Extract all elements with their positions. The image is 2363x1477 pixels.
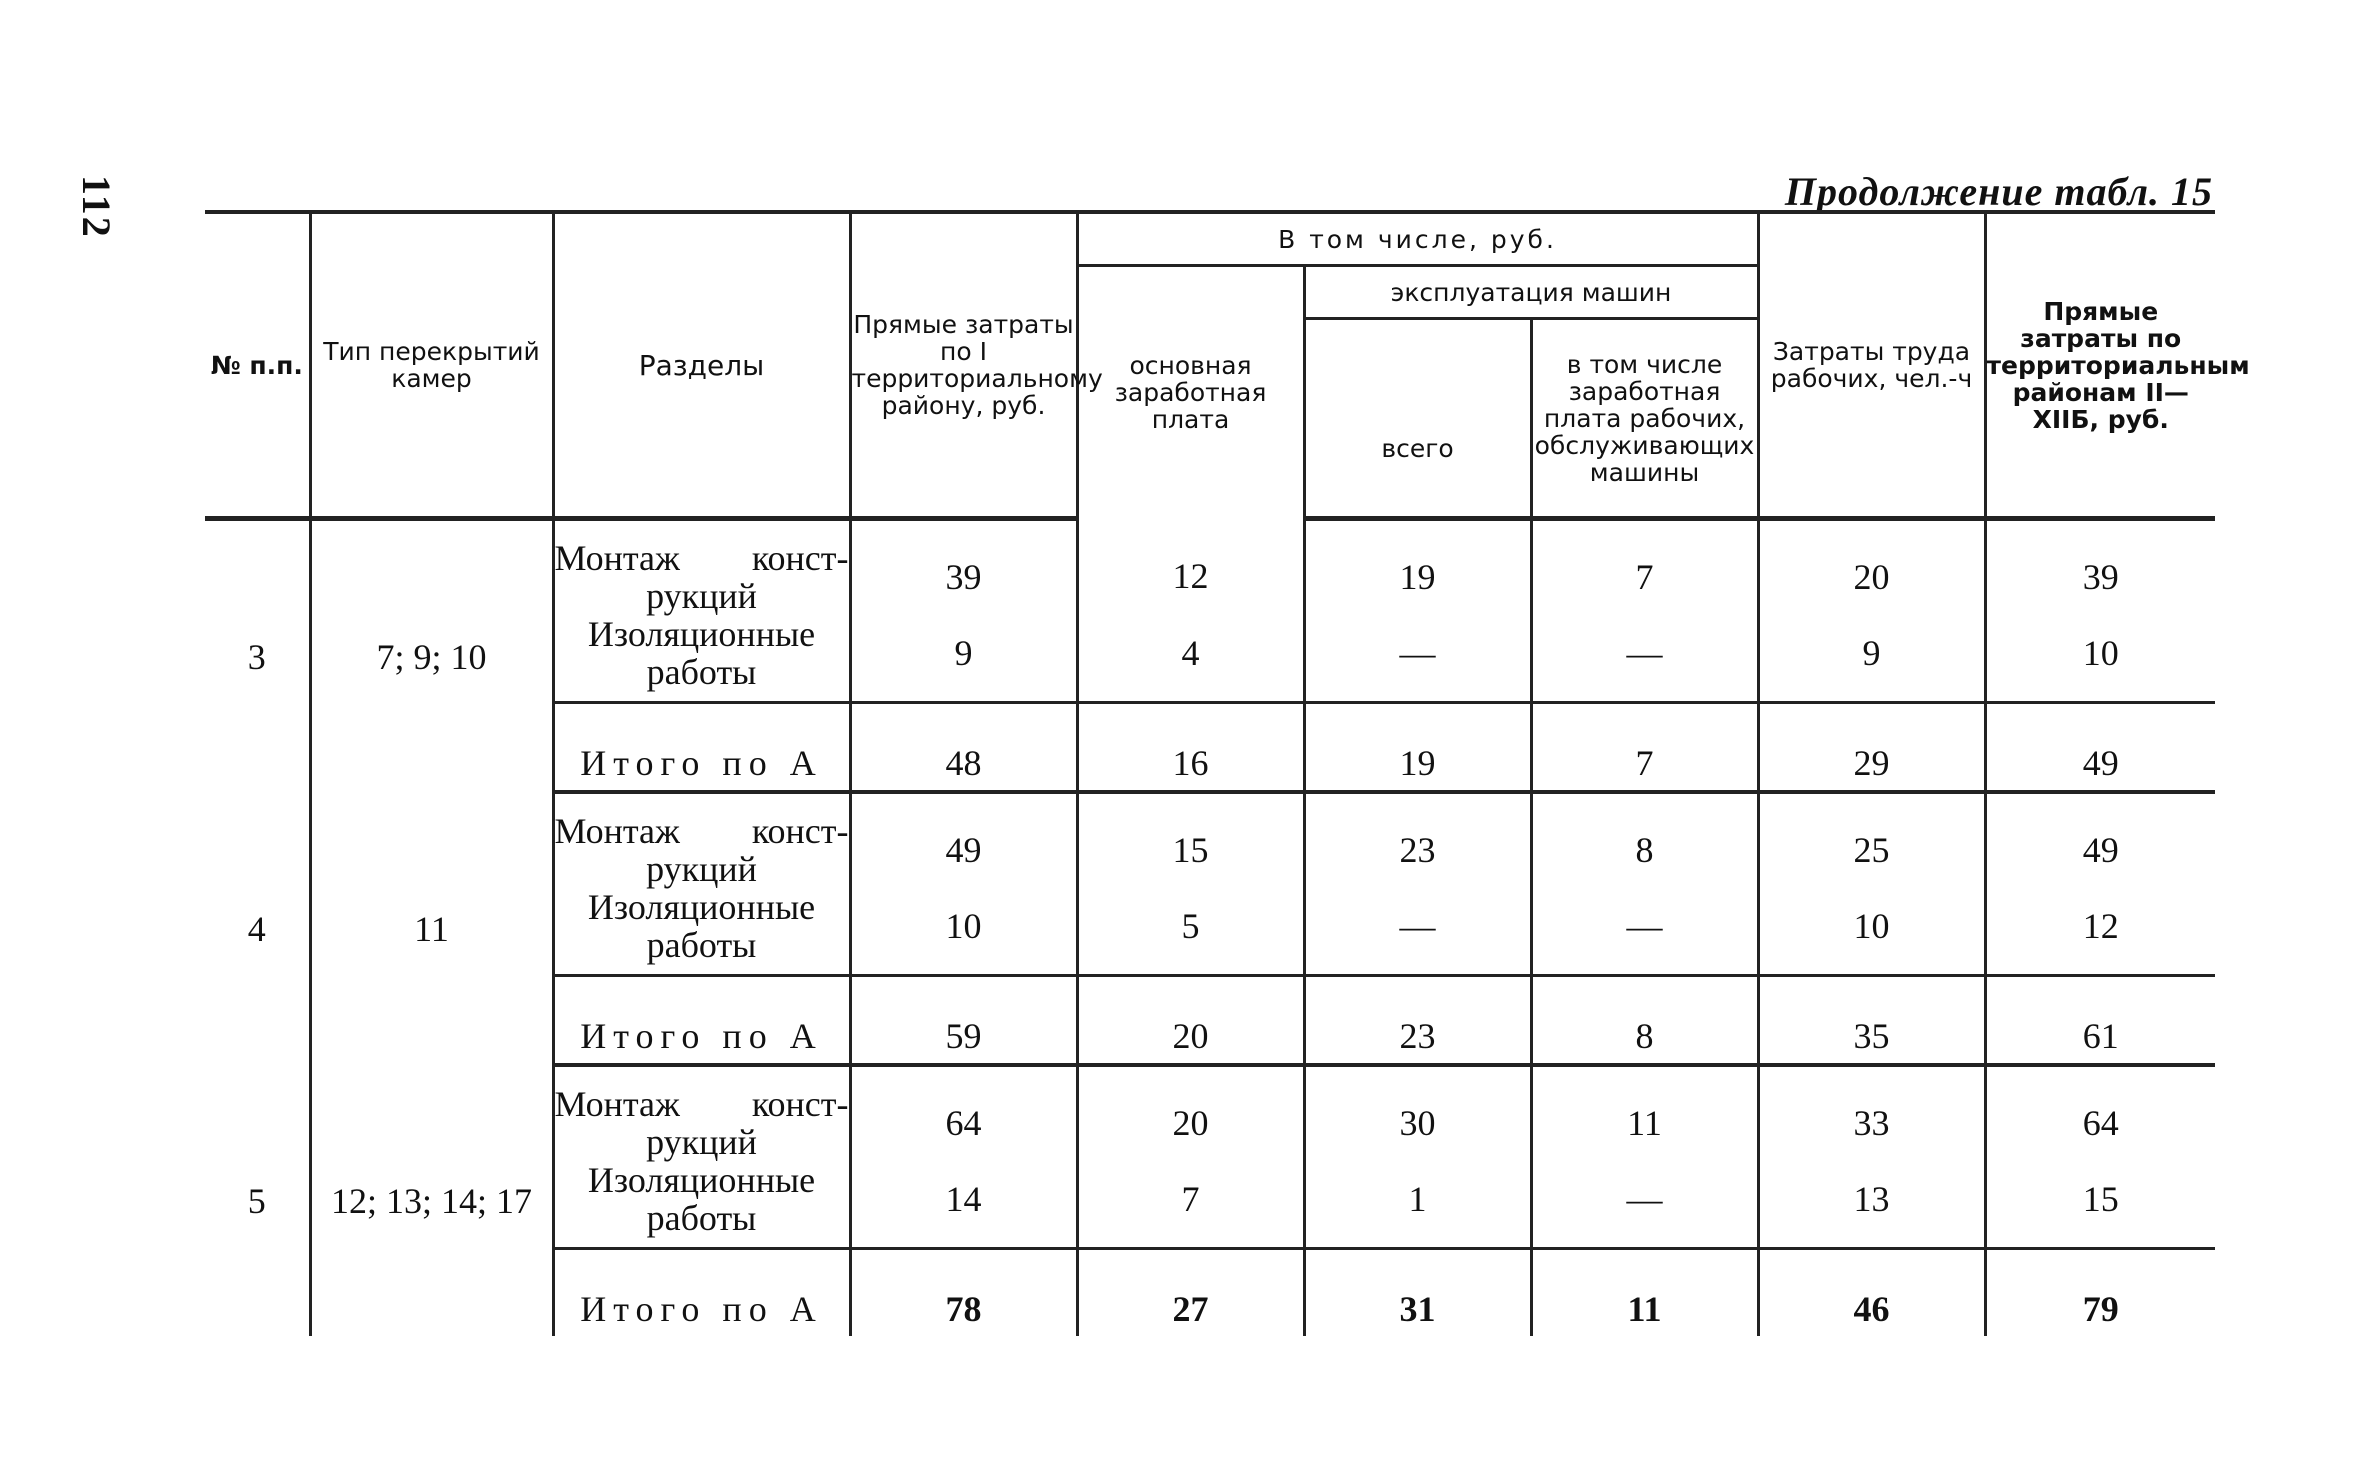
cell-direct-ii: 15 xyxy=(1985,1161,2215,1249)
section-label-line1: Изоляционные xyxy=(587,1160,816,1200)
header-machines-wage: в том числе заработная плата рабочих, обслуживающих машины xyxy=(1531,319,1758,519)
row-number: 4 xyxy=(205,792,310,1065)
cell-labor: 13 xyxy=(1758,1161,1985,1249)
cell-direct-ii: 64 xyxy=(1985,1065,2215,1161)
total-labor: 46 xyxy=(1758,1249,1985,1337)
cell-base-wage: 15 xyxy=(1077,792,1304,888)
cell-machines-total: 1 xyxy=(1304,1161,1531,1249)
cell-direct-i: 9 xyxy=(850,615,1077,703)
cell-machines-total: — xyxy=(1304,615,1531,703)
cell-base-wage: 20 xyxy=(1077,1065,1304,1161)
total-machines-wage: 11 xyxy=(1531,1249,1758,1337)
cell-direct-ii: 49 xyxy=(1985,792,2215,888)
cell-machines-wage: — xyxy=(1531,615,1758,703)
cell-machines-wage: 11 xyxy=(1531,1065,1758,1161)
slab-type: 11 xyxy=(310,792,553,1065)
cell-direct-ii: 12 xyxy=(1985,888,2215,976)
cell-machines-total: — xyxy=(1304,888,1531,976)
cell-machines-total: 19 xyxy=(1304,519,1531,616)
section-label-line2: работы xyxy=(646,1198,757,1238)
section-label-line2: рукций xyxy=(646,576,757,616)
header-labor: Затраты труда рабочих, чел.-ч xyxy=(1758,212,1985,519)
header-num: № п.п. xyxy=(205,212,310,519)
total-labor: 29 xyxy=(1758,703,1985,793)
cell-labor: 33 xyxy=(1758,1065,1985,1161)
total-machines-total: 31 xyxy=(1304,1249,1531,1337)
total-label: Итого по А xyxy=(553,1249,850,1337)
section-label xyxy=(553,888,850,976)
section-label xyxy=(553,792,850,888)
row-number: 3 xyxy=(205,519,310,793)
total-direct-i: 78 xyxy=(850,1249,1077,1337)
header-group-including: В том числе, руб. xyxy=(1077,212,1758,266)
total-direct-ii: 79 xyxy=(1985,1249,2215,1337)
total-direct-ii: 61 xyxy=(1985,976,2215,1066)
cell-base-wage: 12 xyxy=(1077,519,1304,616)
header-direct-costs-i: Прямые затраты по I территориальному району, руб. xyxy=(850,212,1077,519)
cell-direct-ii: 39 xyxy=(1985,519,2215,616)
section-label-line2: работы xyxy=(646,652,757,692)
section-label-line1: Монтаж конст- xyxy=(554,538,849,578)
section-label xyxy=(553,1161,850,1249)
total-base-wage: 20 xyxy=(1077,976,1304,1066)
cell-labor: 10 xyxy=(1758,888,1985,976)
total-label: Итого по А xyxy=(553,976,850,1066)
group-3 xyxy=(205,519,2215,793)
section-label-line2: рукций xyxy=(646,1122,757,1162)
total-direct-i: 48 xyxy=(850,703,1077,793)
total-machines-total: 19 xyxy=(1304,703,1531,793)
cell-base-wage: 7 xyxy=(1077,1161,1304,1249)
cell-machines-wage: 8 xyxy=(1531,792,1758,888)
total-direct-i: 59 xyxy=(850,976,1077,1066)
slab-type: 12; 13; 14; 17 xyxy=(310,1065,553,1336)
section-label xyxy=(553,1065,850,1161)
cost-table xyxy=(205,210,2250,1336)
cell-machines-total: 30 xyxy=(1304,1065,1531,1161)
total-base-wage: 27 xyxy=(1077,1249,1304,1337)
header-type: Тип перекрытий камер xyxy=(310,212,553,519)
total-label: Итого по А xyxy=(553,703,850,793)
page-number: 112 xyxy=(74,175,119,239)
total-direct-ii: 49 xyxy=(1985,703,2215,793)
table-header xyxy=(205,212,2250,519)
cell-direct-i: 39 xyxy=(850,519,1077,616)
section-label xyxy=(553,519,850,616)
group-4 xyxy=(205,792,2215,1065)
cell-machines-wage: — xyxy=(1531,1161,1758,1249)
header-base-wage: основная заработная плата xyxy=(1077,266,1304,519)
section-label-line1: Монтаж конст- xyxy=(554,811,849,851)
cell-labor: 9 xyxy=(1758,615,1985,703)
section-label-line2: рукций xyxy=(646,849,757,889)
header-machines-total: всего xyxy=(1304,319,1531,519)
cell-direct-i: 64 xyxy=(850,1065,1077,1161)
cell-direct-i: 49 xyxy=(850,792,1077,888)
section-label-line1: Монтаж конст- xyxy=(554,1084,849,1124)
total-machines-wage: 8 xyxy=(1531,976,1758,1066)
section-label xyxy=(553,615,850,703)
cell-direct-i: 10 xyxy=(850,888,1077,976)
cell-direct-i: 14 xyxy=(850,1161,1077,1249)
cell-labor: 25 xyxy=(1758,792,1985,888)
total-machines-total: 23 xyxy=(1304,976,1531,1066)
cell-machines-wage: — xyxy=(1531,888,1758,976)
total-labor: 35 xyxy=(1758,976,1985,1066)
cell-direct-ii: 10 xyxy=(1985,615,2215,703)
total-machines-wage: 7 xyxy=(1531,703,1758,793)
table-caption: Продолжение табл. 15 xyxy=(1784,169,2213,214)
cell-machines-wage: 7 xyxy=(1531,519,1758,616)
slab-type: 7; 9; 10 xyxy=(310,519,553,793)
cell-labor: 20 xyxy=(1758,519,1985,616)
section-label-line1: Изоляционные xyxy=(587,887,816,927)
cell-machines-total: 23 xyxy=(1304,792,1531,888)
cell-base-wage: 4 xyxy=(1077,615,1304,703)
total-base-wage: 16 xyxy=(1077,703,1304,793)
section-label-line1: Изоляционные xyxy=(587,614,816,654)
header-group-machines: эксплуатация машин xyxy=(1304,266,1758,319)
section-label-line2: работы xyxy=(646,925,757,965)
group-5 xyxy=(205,1065,2215,1336)
cell-base-wage: 5 xyxy=(1077,888,1304,976)
header-direct-costs-ii: Прямые затраты по территориальным районам II—XIIБ, руб. xyxy=(1985,212,2215,519)
row-number: 5 xyxy=(205,1065,310,1336)
header-section: Разделы xyxy=(553,212,850,519)
